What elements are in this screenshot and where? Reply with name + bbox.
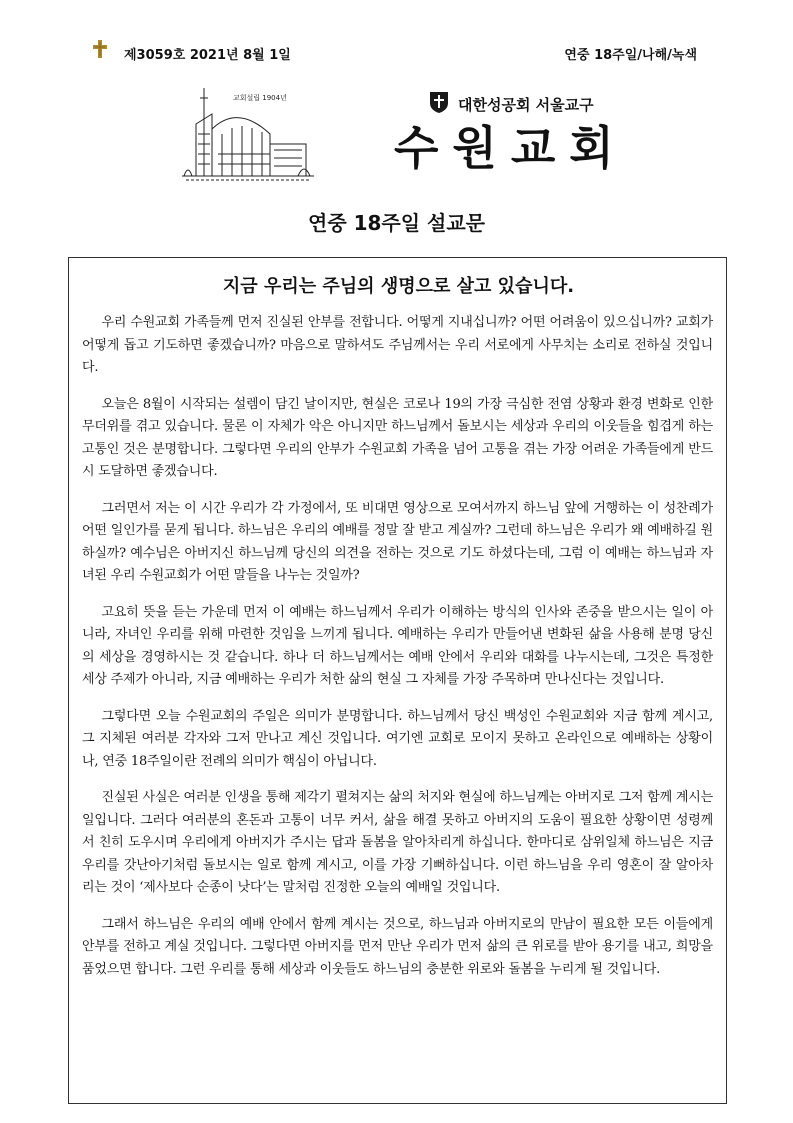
paragraph: 그래서 하느님은 우리의 예배 안에서 함께 계시는 것으로, 하느님과 아버지로의 만남이 필요한 모든 이들에게 안부를 전하고 계실 것입니다. 그렇다면 아버지를 먼저 만난 우리가 먼저 삶의 큰 위로를 받아 용기를 내고, 희망을 품었으면 합니다. 그런 우리를 통해 세상과 이웃들도 하느님의 충분한 위로와 돌봄을 누리게 될 것입니다.: [82, 916, 713, 977]
paragraph: 우리 수원교회 가족들께 먼저 진실된 안부를 전합니다. 어떻게 지내십니까? 어떤 어려움이 있으십니까? 교회가 어떻게 돕고 기도하면 좋겠습니까? 마음으로 말하셔도 주님께서는 우리 서로에게 사무치는 소리로 전하실 것입니다.: [82, 315, 713, 375]
diocese-seal-icon: [428, 90, 450, 114]
issue-number-date: 제3059호 2021년 8월 1일: [124, 48, 291, 63]
diocese-name: 대한성공회 서울교구: [458, 96, 594, 114]
paragraph: 진실된 사실은 여러분 인생을 통해 제각기 펼쳐지는 삶의 처지와 현실에 하느님께는 아버지로 그저 함께 계시는 일입니다. 그러다 여러분의 혼돈과 고통이 너무 커서, 삶을 해결 못하고 아버지의 도움이 필요한 상황이면 성령께서 친히 도우시며 우리에게 아버지가 주시는 답과 돌봄을 알아차리게 하십니다. 한마디로 삼위일체 하느님은 지금 우리를 갓난아기처럼 돌보시는 일로 함께 계시고, 이를 가장 기뻐하십니다. 이런 하느님을 우리 영혼이 잘 알아차리는 것이 ‘제사보다 순종이 낫다’는 말처럼 진정한 오늘의 예배일 것입니다.: [82, 790, 713, 895]
sermon-title: 연중 18주일 설교문: [308, 211, 485, 235]
sermon-body: [82, 312, 713, 995]
church-founding-caption: 교회설립 1904년: [233, 94, 287, 102]
church-name: 수원교회: [394, 121, 628, 175]
sermon-frame: [68, 257, 727, 1104]
top-bar: [92, 41, 697, 63]
paragraph: 오늘은 8월이 시작되는 설렘이 담긴 날이지만, 현실은 코로나 19의 가장 극심한 전염 상황과 환경 변화로 인한 무더위를 겪고 있습니다. 물론 이 자체가 악은 아니지만 하느님께서 돌보시는 세상과 우리의 이웃들을 힘겹게 하는 고통인 것은 분명합니다. 그렇다면 우리의 안부가 수원교회 가족을 넘어 고통을 겪는 가장 어려운 가족들에게 반드시 도달하면 좋겠습니다.: [82, 396, 713, 479]
liturgical-season: 연중 18주일/나해/녹색: [564, 48, 697, 63]
paragraph: 고요히 뜻을 듣는 가운데 먼저 이 예배는 하느님께서 우리가 이해하는 방식의 인사와 존중을 받으시는 일이 아니라, 자녀인 우리를 위해 마련한 것임을 느끼게 됩니다. 예배하는 우리가 만들어낸 변화된 삶을 사용해 분명 당신의 세상을 경영하시는 것 같습니다. 하나 더 하느님께서는 예배 안에서 우리와 대화를 나누시는데, 그것은 특정한 세상 주제가 아니라, 지금 예배하는 우리가 처한 삶의 현실 그 자체를 가장 주목하며 만나신다는 것입니다.: [82, 604, 713, 687]
cross-icon: [90, 39, 110, 59]
paragraph: 그렇다면 오늘 수원교회의 주일은 의미가 분명합니다. 하느님께서 당신 백성인 수원교회와 지금 함께 계시고, 그 지체된 여러분 각자와 그저 만나고 계신 것입니다. 여기엔 교회로 모이지 못하고 온라인으로 예배하는 상황이나, 연중 18주일이란 전례의 의미가 핵심이 아닙니다.: [82, 708, 713, 769]
paragraph: 그러면서 저는 이 시간 우리가 각 가정에서, 또 비대면 영상으로 모여서까지 하느님 앞에 거행하는 이 성찬례가 어떤 일인가를 묻게 됩니다. 하느님은 우리의 예배를 정말 잘 받고 계실까? 그런데 하느님은 우리가 왜 예배하길 원하실까? 예수님은 아버지신 하느님께 당신의 의견을 전하는 것으로 기도 하셨다는데, 그럼 이 예배는 하느님과 자녀된 우리 수원교회가 어떤 말들을 나누는 것일까?: [82, 500, 713, 583]
sermon-headline: 지금 우리는 주님의 생명으로 살고 있습니다.: [222, 276, 575, 297]
